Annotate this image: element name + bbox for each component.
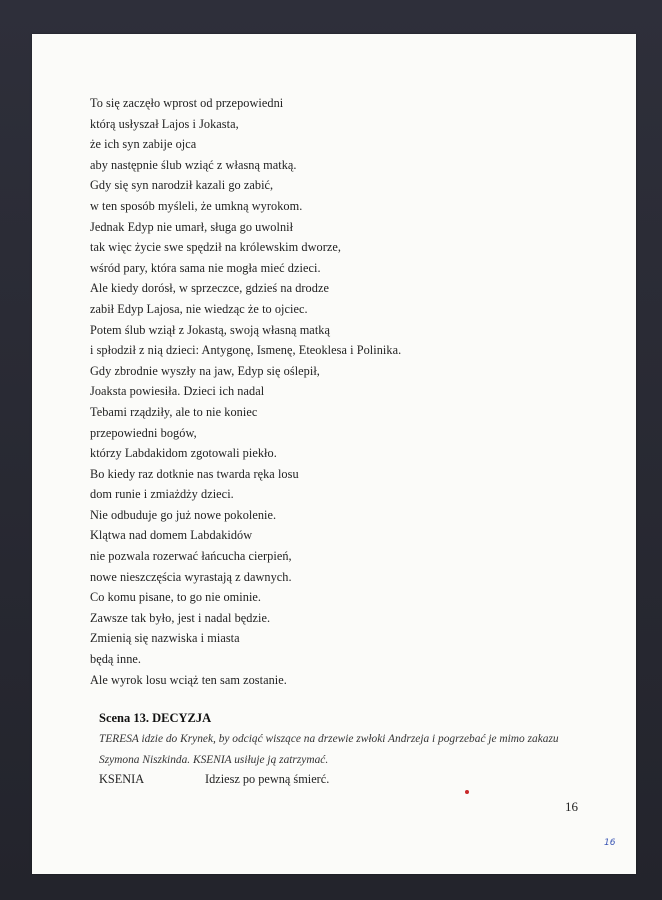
poem-text <box>90 93 401 690</box>
document-page <box>32 34 636 874</box>
poem-line: nowe nieszczęścia wyrastają z dawnych. <box>90 569 292 584</box>
poem-line: Jednak Edyp nie umarł, sługa go uwolnił <box>90 219 294 234</box>
poem-line: Klątwa nad domem Labdakidów <box>90 528 253 543</box>
poem-line: Gdy zbrodnie wyszły na jaw, Edyp się oślepił, <box>90 363 320 378</box>
handwritten-page-number: 16 <box>604 838 616 848</box>
poem-line: którą usłyszał Lajos i Jokasta, <box>90 116 239 131</box>
poem-line: Nie odbuduje go już nowe pokolenie. <box>90 507 277 522</box>
poem-line: dom runie i zmiażdży dzieci. <box>90 487 234 502</box>
page-number: 16 <box>565 799 578 814</box>
poem-line: Zawsze tak było, jest i nadal będzie. <box>90 610 271 625</box>
poem-line: że ich syn zabije ojca <box>90 137 197 152</box>
scene-title: Scena 13. DECYZJA <box>99 711 212 725</box>
dialogue-line <box>99 772 329 787</box>
poem-line: którzy Labdakidom zgotowali piekło. <box>90 446 277 461</box>
poem-line: nie pozwala rozerwać łańcucha cierpień, <box>90 549 292 564</box>
poem-line: Ale wyrok losu wciąż ten sam zostanie. <box>90 672 287 687</box>
poem-line: Gdy się syn narodził kazali go zabić, <box>90 178 274 193</box>
poem-line: aby następnie ślub wziąć z własną matką. <box>90 157 297 172</box>
poem-line: Ale kiedy dorósł, w sprzeczce, gdzieś na drodze <box>90 281 329 296</box>
poem-line: Co komu pisane, to go nie ominie. <box>90 590 262 605</box>
poem-line: przepowiedni bogów, <box>90 425 197 440</box>
stage-direction: TERESA idzie do Krynek, by odciąć wiszące na drzewie zwłoki Andrzeja i pogrzebać je mimo zakazu Szymona Niszkinda. KSENIA usiłuje ją zatrzymać. <box>99 733 559 766</box>
poem-line: w ten sposób myśleli, że umkną wyrokom. <box>90 198 303 213</box>
poem-line: zabił Edyp Lajosa, nie wiedząc że to ojciec. <box>90 301 308 316</box>
speaker-name: KSENIA <box>99 772 145 786</box>
poem-line: Potem ślub wziął z Jokastą, swoją własną matką <box>90 322 330 337</box>
poem-line: i spłodził z nią dzieci: Antygonę, Ismenę, Eteoklesa i Polinika. <box>90 343 402 358</box>
poem-line: Tebami rządziły, ale to nie koniec <box>90 404 258 419</box>
poem-line: będą inne. <box>90 652 142 667</box>
poem-line: tak więc życie swe spędził na królewskim dworze, <box>90 240 341 255</box>
red-ink-mark <box>465 790 469 794</box>
poem-line: wśród pary, która sama nie mogła mieć dzieci. <box>90 260 321 275</box>
poem-line: Zmienią się nazwiska i miasta <box>90 631 240 646</box>
poem-line: Bo kiedy raz dotknie nas twarda ręka losu <box>90 466 299 481</box>
poem-line: To się zaczęło wprost od przepowiedni <box>90 96 284 110</box>
poem-line: Joaksta powiesiła. Dzieci ich nadal <box>90 384 265 399</box>
spoken-line: Idziesz po pewną śmierć. <box>205 772 330 786</box>
